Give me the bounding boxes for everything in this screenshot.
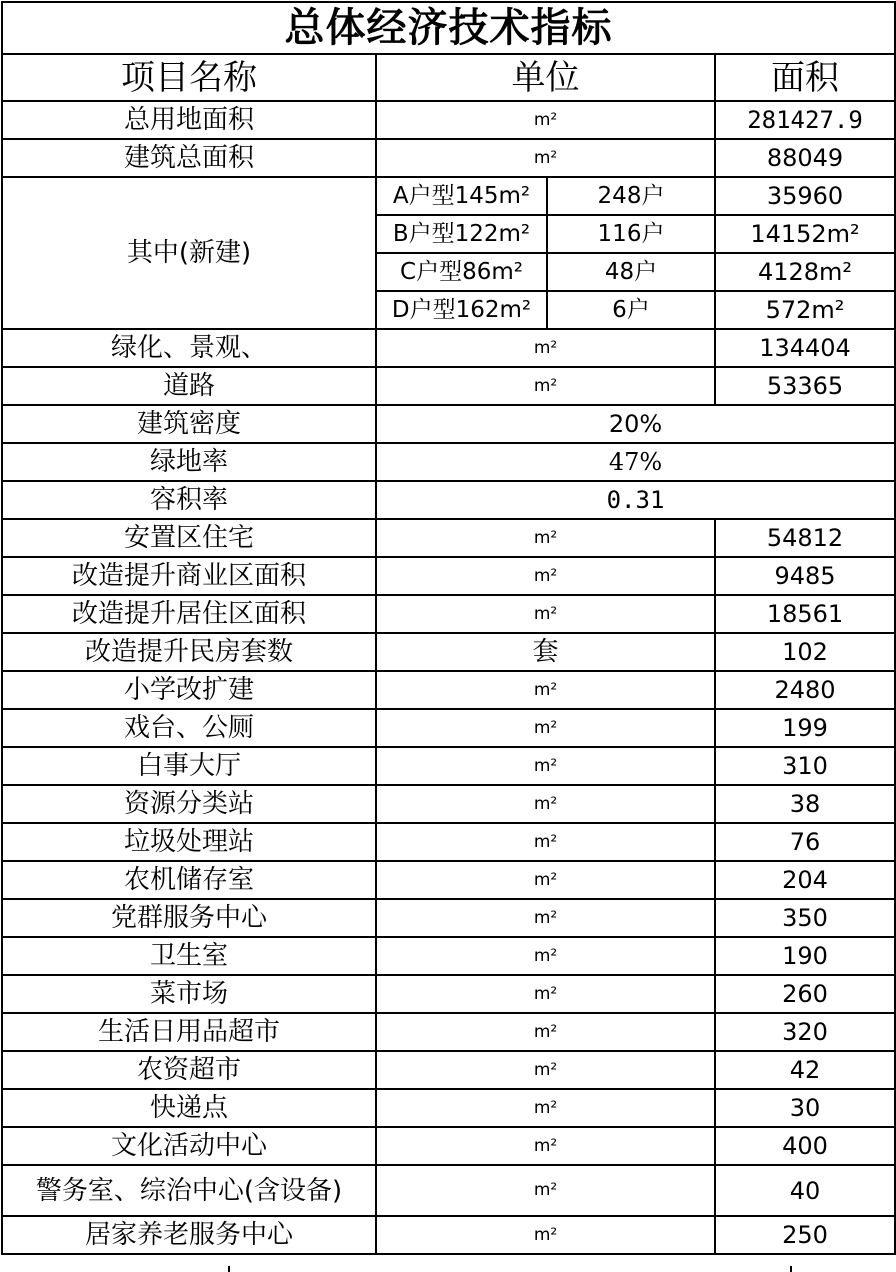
row-value: 54812 [715,519,895,557]
row-name: 党群服务中心 [2,899,376,937]
row-value: 53365 [715,367,895,405]
unit-count: 248户 [547,177,715,215]
table-row [2,823,895,861]
row-unit: m² [376,861,715,899]
row-name: 改造提升民房套数 [2,633,376,671]
table-row [2,899,895,937]
row-value: 400 [715,1127,895,1165]
row-unit: m² [376,899,715,937]
unit-area: 35960 [715,177,895,215]
row-name: 快递点 [2,1089,376,1127]
row-name: 改造提升居住区面积 [2,595,376,633]
unit-type: B户型122m² [376,215,547,253]
unit-count: 48户 [547,253,715,291]
header-name: 项目名称 [2,54,376,101]
row-value: 30 [715,1089,895,1127]
row-value: 350 [715,899,895,937]
ratio-value: 0.31 [376,481,895,519]
row-name: 农资超市 [2,1051,376,1089]
facility-rows [2,519,895,1254]
unit-count: 6户 [547,291,715,329]
row-value: 40 [715,1165,895,1216]
indicator-table [1,1,896,1255]
row-value: 102 [715,633,895,671]
row-name: 总用地面积 [2,101,376,139]
table-row [2,557,895,595]
row-value: 190 [715,937,895,975]
table-row [2,329,895,367]
table-row [2,1051,895,1089]
row-name: 生活日用品超市 [2,1013,376,1051]
row-name: 警务室、综治中心(含设备) [2,1165,376,1216]
table-row [2,671,895,709]
row-value: 199 [715,709,895,747]
table-row [2,785,895,823]
row-unit: m² [376,937,715,975]
table-row [2,367,895,405]
row-unit: m² [376,1165,715,1216]
row-name: 小学改扩建 [2,671,376,709]
unit-area: 4128m² [715,253,895,291]
sheet-edge-marks [0,1266,896,1272]
table-row [2,1216,895,1254]
row-value: 76 [715,823,895,861]
row-name: 建筑总面积 [2,139,376,177]
row-unit: m² [376,1051,715,1089]
table-row [2,519,895,557]
ratio-name: 容积率 [2,481,376,519]
table-row [2,1013,895,1051]
row-value: 281427.9 [715,101,895,139]
table-row [2,1165,895,1216]
row-unit: m² [376,557,715,595]
row-value: 9485 [715,557,895,595]
row-name: 卫生室 [2,937,376,975]
table-row [2,101,895,139]
ratio-row [2,443,895,481]
row-unit: m² [376,1127,715,1165]
row-name: 菜市场 [2,975,376,1013]
unit-count: 116户 [547,215,715,253]
unit-type: D户型162m² [376,291,547,329]
row-unit: m² [376,101,715,139]
row-name: 安置区住宅 [2,519,376,557]
new-build-label: 其中(新建) [2,177,376,329]
row-unit: m² [376,1216,715,1254]
header-unit: 单位 [376,54,715,101]
table-row [2,747,895,785]
ratio-name: 绿地率 [2,443,376,481]
table-row [2,937,895,975]
row-value: 42 [715,1051,895,1089]
table-row [2,595,895,633]
ratio-value: 47% [376,443,895,481]
row-unit: m² [376,367,715,405]
row-unit: m² [376,595,715,633]
row-name: 道路 [2,367,376,405]
row-unit: m² [376,747,715,785]
row-name: 戏台、公厕 [2,709,376,747]
row-name: 绿化、景观、 [2,329,376,367]
table-row [2,633,895,671]
row-unit: m² [376,975,715,1013]
unit-area: 14152m² [715,215,895,253]
row-name: 白事大厅 [2,747,376,785]
row-unit: 套 [376,633,715,671]
row-value: 18561 [715,595,895,633]
row-name: 改造提升商业区面积 [2,557,376,595]
row-unit: m² [376,671,715,709]
row-unit: m² [376,823,715,861]
row-value: 134404 [715,329,895,367]
ratio-row [2,405,895,443]
row-unit: m² [376,139,715,177]
row-value: 320 [715,1013,895,1051]
new-build-row [2,177,895,215]
header-area: 面积 [715,54,895,101]
table-row [2,861,895,899]
row-unit: m² [376,329,715,367]
row-value: 204 [715,861,895,899]
unit-area: 572m² [715,291,895,329]
row-value: 2480 [715,671,895,709]
row-value: 250 [715,1216,895,1254]
unit-type: A户型145m² [376,177,547,215]
table-row [2,1089,895,1127]
row-name: 文化活动中心 [2,1127,376,1165]
row-value: 88049 [715,139,895,177]
row-unit: m² [376,785,715,823]
table-title: 总体经济技术指标 [2,2,895,54]
ratio-name: 建筑密度 [2,405,376,443]
title-row [2,2,895,54]
table-row [2,975,895,1013]
row-value: 310 [715,747,895,785]
header-row [2,54,895,101]
ratio-row [2,481,895,519]
table-row [2,139,895,177]
row-name: 居家养老服务中心 [2,1216,376,1254]
ratio-value: 20% [376,405,895,443]
row-value: 38 [715,785,895,823]
row-name: 资源分类站 [2,785,376,823]
unit-type: C户型86m² [376,253,547,291]
row-unit: m² [376,1013,715,1051]
table-row [2,709,895,747]
row-name: 农机储存室 [2,861,376,899]
row-unit: m² [376,1089,715,1127]
row-name: 垃圾处理站 [2,823,376,861]
row-unit: m² [376,519,715,557]
row-unit: m² [376,709,715,747]
table-row [2,1127,895,1165]
row-value: 260 [715,975,895,1013]
